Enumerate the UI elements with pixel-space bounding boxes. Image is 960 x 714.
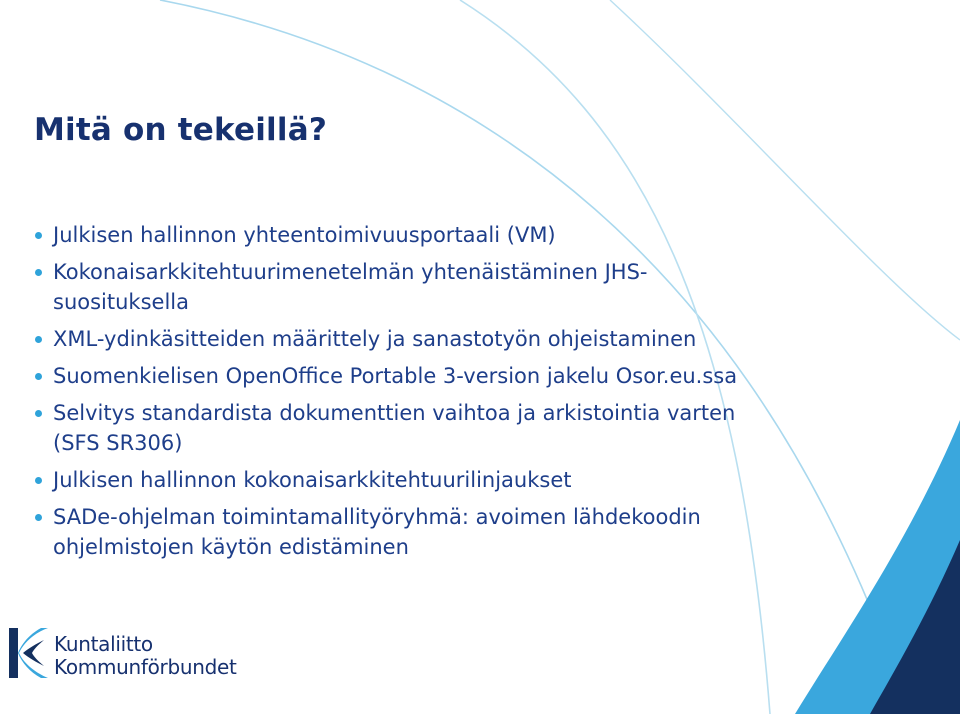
bullet-text: Selvitys standardista dokumenttien vaihtoa ja arkistointia varten (SFS SR306) (53, 401, 736, 455)
bullet-dot-icon (35, 410, 42, 417)
bullet-text: SADe-ohjelman toimintamallityöryhmä: avoimen lähdekoodin ohjelmistojen käytön edistäminen (53, 505, 701, 559)
bullet-item (34, 465, 774, 495)
bullet-item (34, 257, 774, 317)
bullet-dot-icon (35, 269, 42, 276)
bullet-text: XML-ydinkäsitteiden määrittely ja sanastotyön ohjeistaminen (53, 327, 697, 351)
bullet-dot-icon (35, 336, 42, 343)
bullet-item (34, 502, 774, 562)
bullet-text: Julkisen hallinnon yhteentoimivuusportaali (VM) (53, 223, 556, 247)
kuntaliitto-logo (8, 624, 268, 684)
bullet-dot-icon (35, 232, 42, 239)
slide-title: Mitä on tekeillä? (34, 112, 327, 148)
bullet-item (34, 398, 774, 458)
bullet-item (34, 220, 774, 250)
bullet-text: Suomenkielisen OpenOffice Portable 3-version jakelu Osor.eu.ssa (53, 364, 738, 388)
bullet-dot-icon (35, 373, 42, 380)
logo-text-swedish: Kommunförbundet (54, 655, 237, 679)
bullet-dot-icon (35, 514, 42, 521)
bullet-text: Kokonaisarkkitehtuurimenetelmän yhtenäistäminen JHS-suosituksella (53, 260, 648, 314)
bullet-list (34, 220, 774, 569)
bullet-item (34, 324, 774, 354)
bullet-dot-icon (35, 477, 42, 484)
kuntaliitto-logo-mark-icon (8, 626, 50, 680)
bullet-item (34, 361, 774, 391)
logo-text-finnish: Kuntaliitto (54, 632, 153, 656)
bullet-text: Julkisen hallinnon kokonaisarkkitehtuurilinjaukset (53, 468, 572, 492)
